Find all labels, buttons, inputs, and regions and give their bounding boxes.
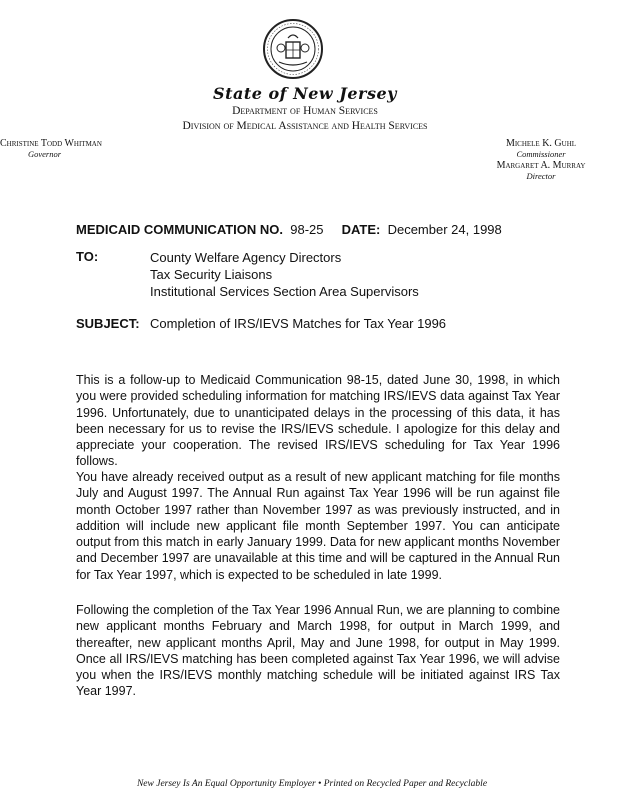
communication-label: MEDICAID COMMUNICATION NO.: [76, 222, 284, 237]
director-block: [486, 160, 596, 181]
recipient: Institutional Services Section Area Supervisors: [150, 284, 419, 299]
body-paragraph: You have already received output as a result of new applicant matching for file months July and August 1997. The Annual Run against Tax Year 1996 will be run against file month October 1997 rather than November 1997 as was previously instructed, and in addition will include new applicant file month September 1997. You can anticipate output from this match in early January 1999. Data for new applicant months November and December 1997 are unavailable at this time and will be captured in the Annual Run for Tax Year 1997, which is expected to be scheduled in late 1999.: [76, 470, 560, 582]
communication-line: [76, 222, 502, 237]
recipient: Tax Security Liaisons: [150, 267, 273, 282]
state-title: State of New Jersey: [213, 84, 397, 103]
body-paragraph: This is a follow-up to Medicaid Communication 98-15, dated June 30, 1998, in which you were provided scheduling information for matching IRS/IEVS data against Tax Year 1996. Unfortunately, due to unanticipated delays in the processing of this data, it has been necessary for us to revise the IRS/IEVS schedule. I apologize for this delay and appreciate your cooperation. The revised IRS/IEVS scheduling for Tax Year 1996 follows.: [76, 373, 560, 469]
division-name: Division of Medical Assistance and Health Services: [182, 120, 428, 132]
state-seal-icon: [262, 18, 324, 80]
to-recipients: [150, 249, 419, 300]
date-value: December 24, 1998: [387, 222, 502, 237]
commissioner-block: [486, 138, 596, 159]
governor-block: [0, 138, 102, 159]
department-block: [150, 104, 460, 134]
subject-text: Completion of IRS/IEVS Matches for Tax Year 1996: [150, 316, 447, 331]
governor-name: Christine Todd Whitman: [0, 138, 102, 149]
communication-number: 98-25: [290, 222, 324, 237]
recipient: County Welfare Agency Directors: [150, 250, 342, 265]
footer-text: New Jersey Is An Equal Opportunity Employer • Printed on Recycled Paper and Recyclable: [136, 779, 488, 789]
subject-label: SUBJECT:: [76, 316, 140, 331]
director-title: Director: [526, 171, 556, 181]
director-name: Margaret A. Murray: [496, 160, 586, 171]
body-paragraph: Following the completion of the Tax Year 1996 Annual Run, we are planning to combine new applicant months February and March 1998, for output in March 1999, and thereafter, new applicant months April, May and June 1998, for output in May 1999. Once all IRS/IEVS matching has been completed against Tax Year 1996, we will advise you when the IRS/IEVS monthly matching schedule will be initiated against IRS Tax Year 1997.: [76, 603, 560, 699]
commissioner-title: Commissioner: [516, 149, 566, 159]
to-label: TO:: [76, 249, 99, 264]
date-label: DATE:: [341, 222, 381, 237]
governor-title: Governor: [28, 149, 62, 159]
department-name: Department of Human Services: [232, 105, 378, 117]
commissioner-name: Michele K. Guhl: [505, 138, 577, 149]
